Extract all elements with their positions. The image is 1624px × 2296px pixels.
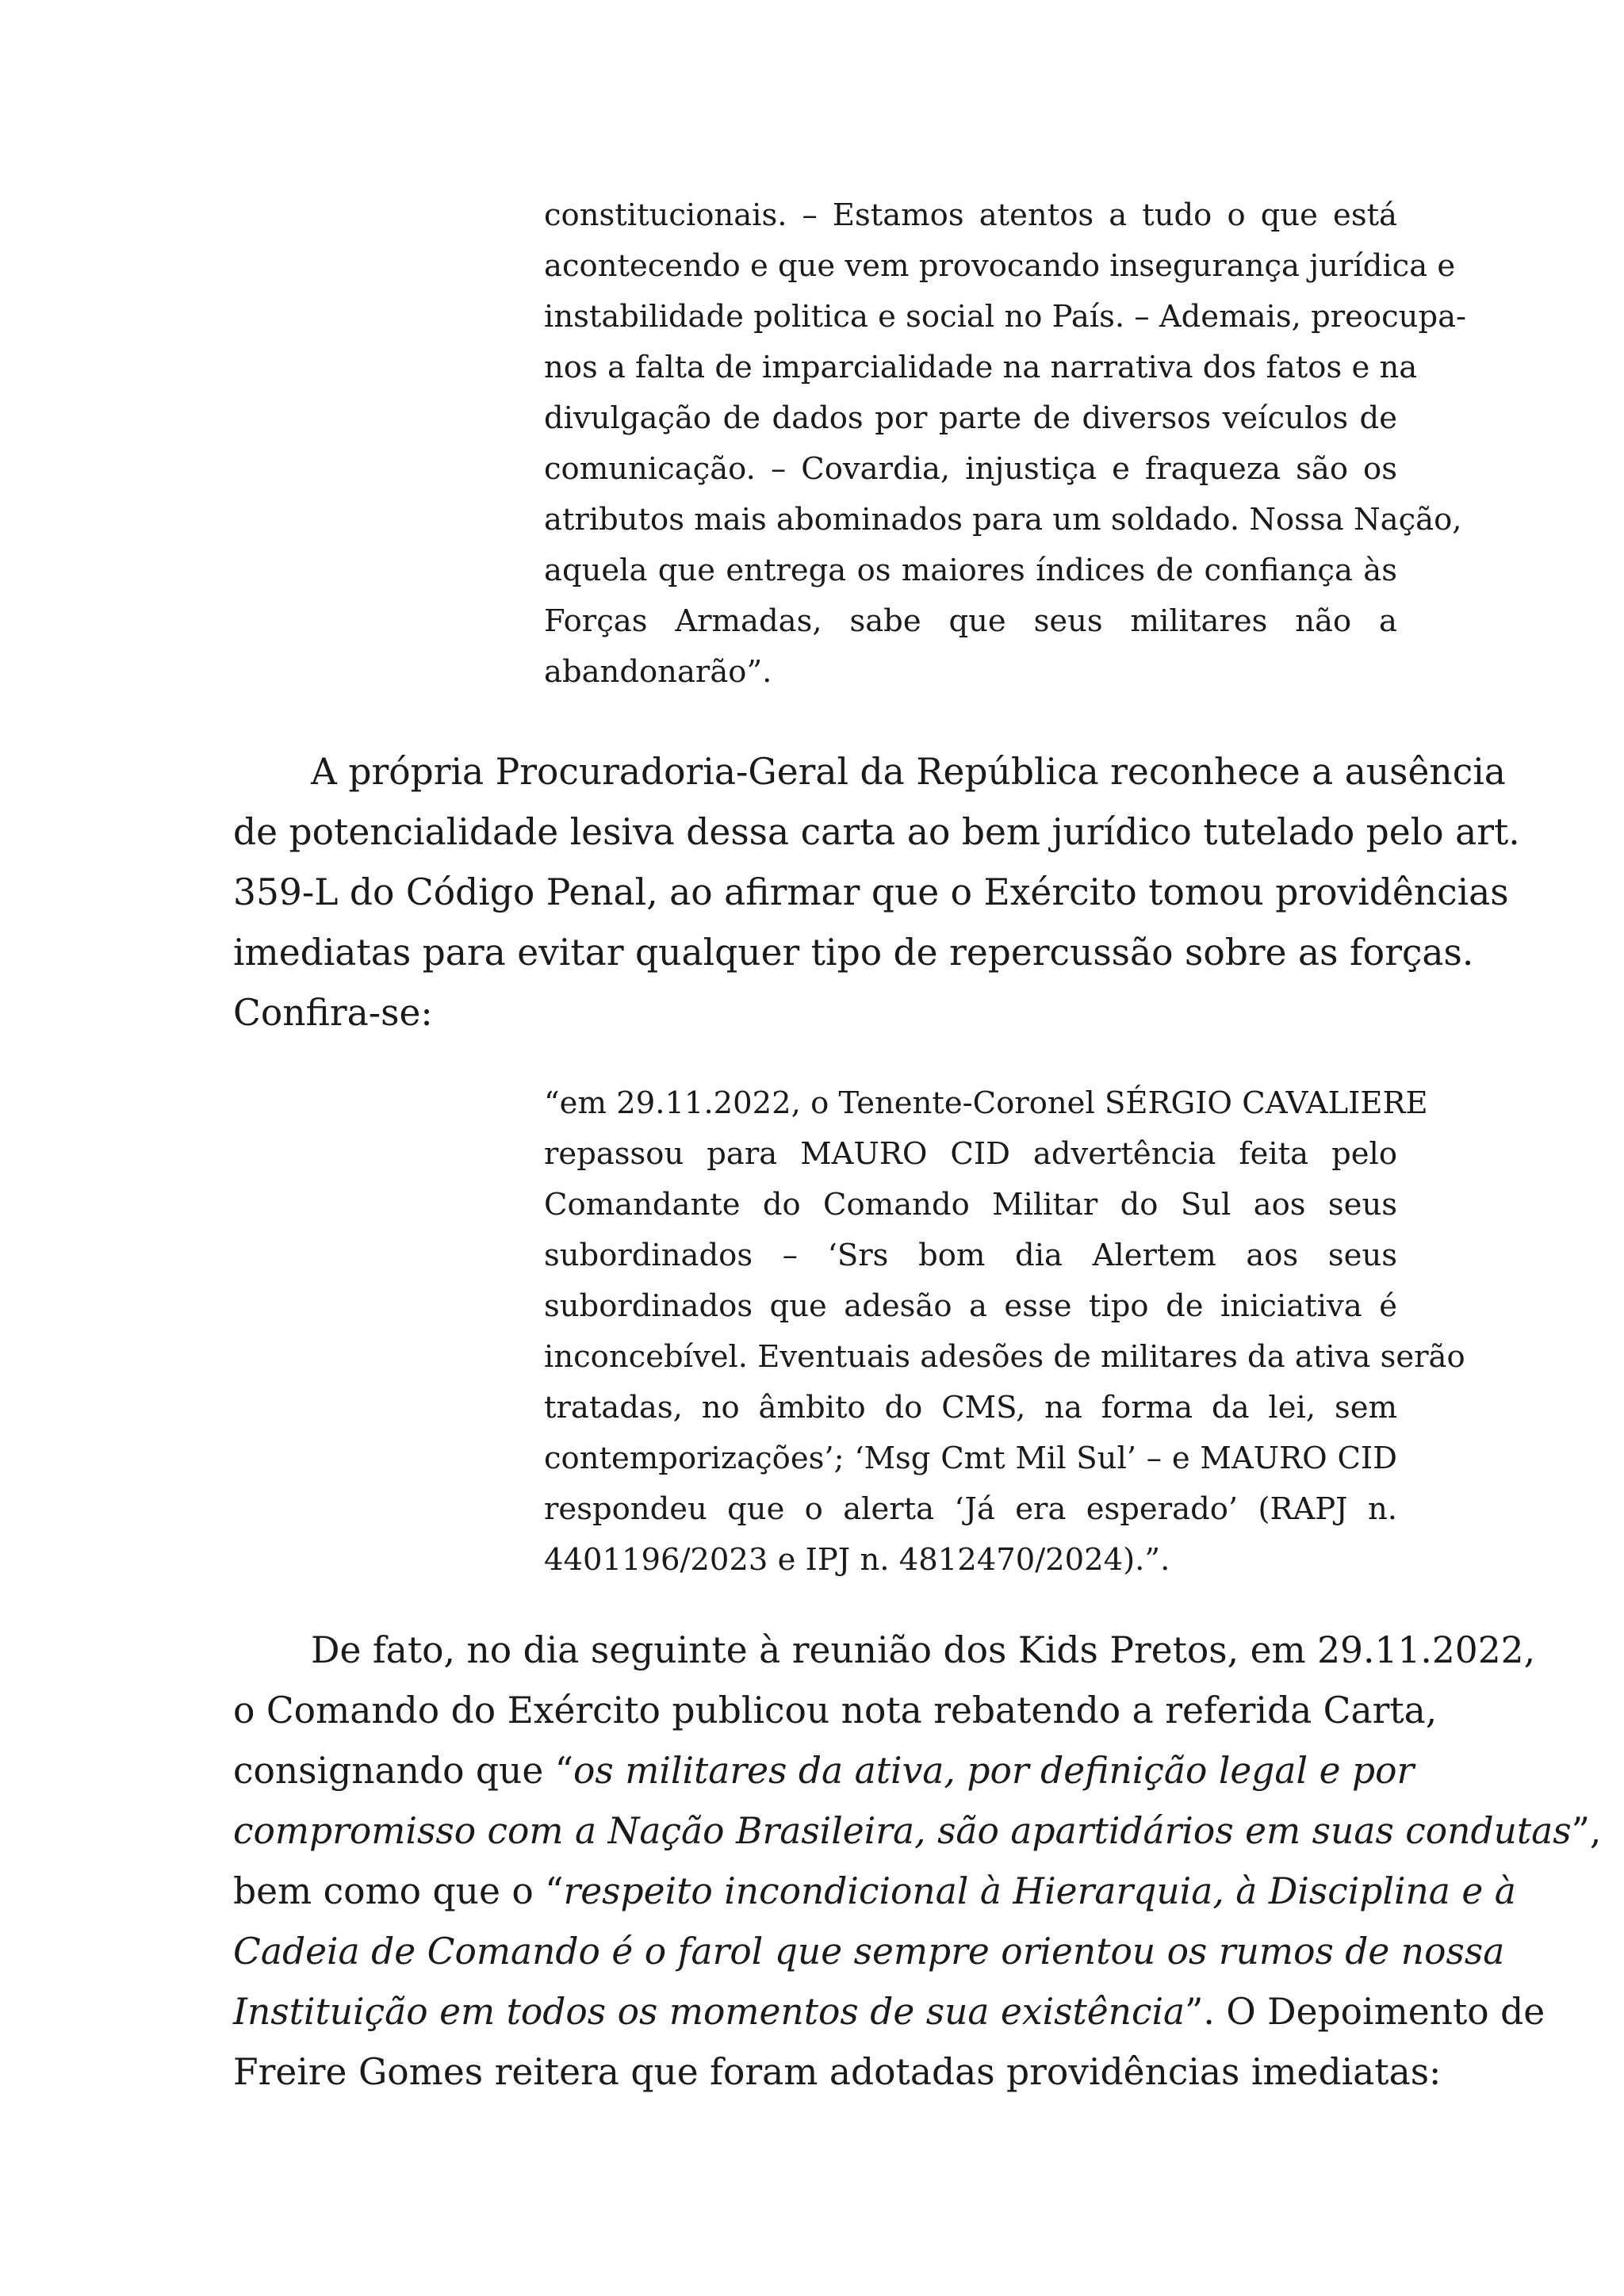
paragraph-line bbox=[233, 1741, 1415, 1801]
paragraph-line: Confira-se: bbox=[233, 992, 433, 1034]
quote-line: acontecendo e que vem provocando insegurança jurídica e bbox=[544, 248, 1456, 284]
quote-line: instabilidade politica e social no País. – Ademais, preocupa- bbox=[544, 299, 1467, 335]
quote-line: aquela que entrega os maiores índices de confiança às bbox=[544, 553, 1397, 588]
paragraph-line bbox=[233, 1982, 1545, 2042]
paragraph-nota-exercito bbox=[233, 1621, 1602, 2103]
plain-text: bem como que o “ bbox=[233, 1870, 564, 1912]
paragraph-line bbox=[233, 1862, 1516, 1922]
italic-citation: Instituição em todos os momentos de sua existência bbox=[233, 1991, 1185, 2033]
quote-line: subordinados que adesão a esse tipo de iniciativa é bbox=[544, 1288, 1397, 1324]
paragraph-line: imediatas para evitar qualquer tipo de repercussão sobre as forças. bbox=[233, 932, 1474, 974]
quote-line: Comandante do Comando Militar do Sul aos seus bbox=[544, 1187, 1397, 1223]
plain-text: consignando que “ bbox=[233, 1750, 574, 1792]
quote-line: constitucionais. – Estamos atentos a tudo o que está bbox=[544, 197, 1397, 233]
italic-citation: respeito incondicional à Hierarquia, à Disciplina e à bbox=[563, 1870, 1516, 1912]
quote-line: abandonarão”. bbox=[544, 654, 772, 690]
quote-line: subordinados – ‘Srs bom dia Alertem aos seus bbox=[544, 1238, 1397, 1273]
quote-line: divulgação de dados por parte de diversos veículos de bbox=[544, 400, 1397, 436]
paragraph-line: Freire Gomes reitera que foram adotadas providências imediatas: bbox=[233, 2051, 1442, 2093]
quote-line: nos a falta de imparcialidade na narrativa dos fatos e na bbox=[544, 350, 1418, 385]
quote-line: tratadas, no âmbito do CMS, na forma da lei, sem bbox=[544, 1390, 1397, 1425]
quote-line: Forças Armadas, sabe que seus militares não a bbox=[544, 603, 1397, 639]
paragraph-line: A própria Procuradoria-Geral da República reconhece a ausência bbox=[311, 751, 1506, 793]
paragraph-line: De fato, no dia seguinte à reunião dos Kids Pretos, em 29.11.2022, bbox=[311, 1629, 1536, 1671]
italic-citation: Cadeia de Comando é o farol que sempre orientou os rumos de nossa bbox=[233, 1931, 1505, 1973]
quote-line: “em 29.11.2022, o Tenente-Coronel SÉRGIO CAVALIERE bbox=[544, 1085, 1428, 1121]
italic-citation: compromisso com a Nação Brasileira, são apartidários em suas condutas bbox=[233, 1810, 1572, 1852]
quote-line: respondeu que o alerta ‘Já era esperado’ (RAPJ n. bbox=[544, 1491, 1397, 1527]
quote-line: repassou para MAURO CID advertência feita pelo bbox=[544, 1136, 1397, 1172]
quote-line: contemporizações’; ‘Msg Cmt Mil Sul’ – e MAURO CID bbox=[544, 1441, 1397, 1476]
paragraph-line: de potencialidade lesiva dessa carta ao bem jurídico tutelado pelo art. bbox=[233, 811, 1520, 853]
plain-text: ”, bbox=[1571, 1810, 1602, 1852]
block-quote-pgr bbox=[544, 1078, 1465, 1586]
paragraph-line: o Comando do Exército publicou nota rebatendo a referida Carta, bbox=[233, 1689, 1438, 1732]
block-quote-carta bbox=[544, 190, 1467, 698]
quote-line: comunicação. – Covardia, injustiça e fraqueza são os bbox=[544, 451, 1397, 487]
quote-line: atributos mais abominados para um soldado. Nossa Nação, bbox=[544, 502, 1462, 538]
paragraph-pgr bbox=[233, 742, 1520, 1043]
quote-line: inconcebível. Eventuais adesões de militares da ativa serão bbox=[544, 1339, 1465, 1375]
paragraph-line: 359-L do Código Penal, ao afirmar que o Exército tomou providências bbox=[233, 871, 1509, 913]
paragraph-line bbox=[233, 1801, 1602, 1862]
quote-line: 4401196/2023 e IPJ n. 4812470/2024).”. bbox=[544, 1542, 1170, 1578]
paragraph-line bbox=[233, 1922, 1505, 1982]
plain-text: ”. O Depoimento de bbox=[1185, 1991, 1545, 2033]
italic-citation: os militares da ativa, por definição legal e por bbox=[573, 1750, 1415, 1792]
